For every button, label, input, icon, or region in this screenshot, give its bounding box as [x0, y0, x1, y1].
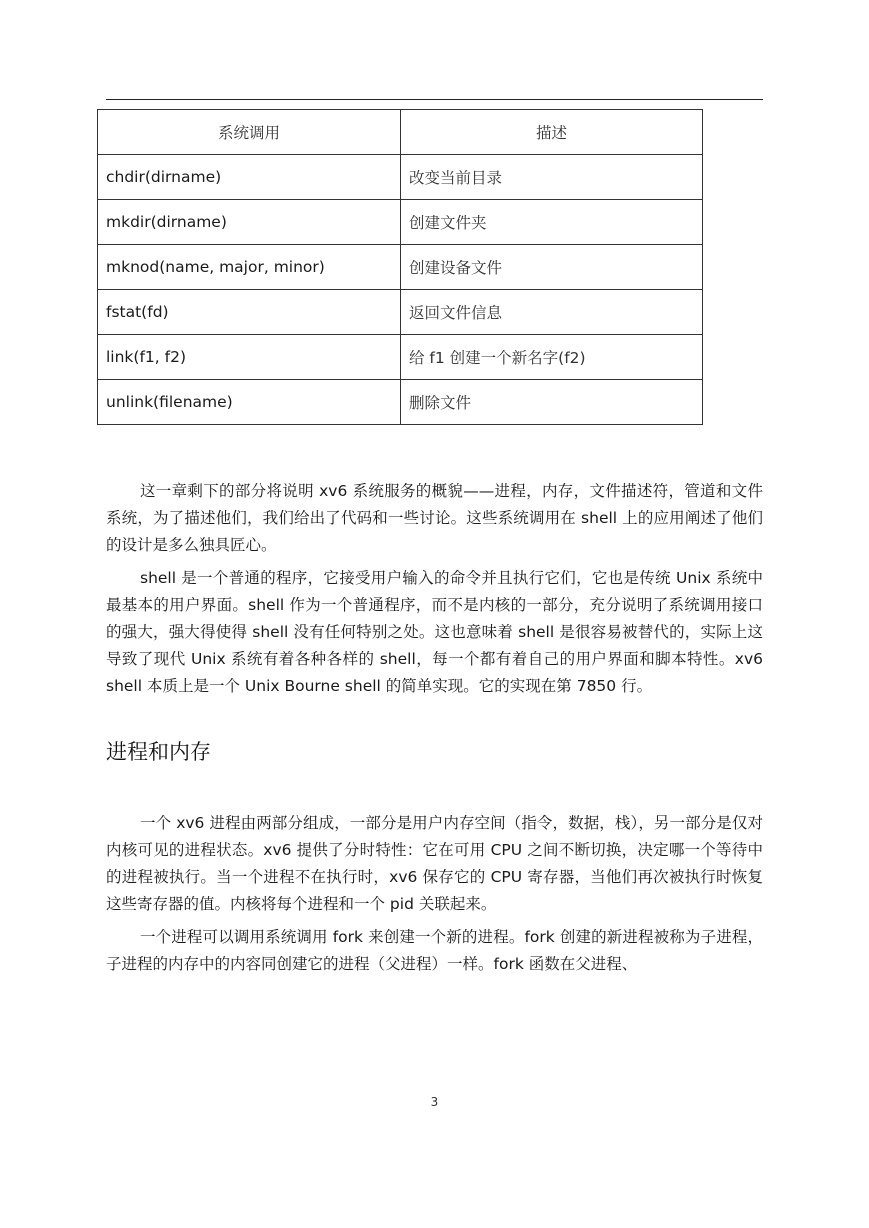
- table-row: [98, 380, 703, 425]
- paragraph-shell: shell 是一个普通的程序，它接受用户输入的命令并且执行它们，它也是传统 Unix 系统中最基本的用户界面。shell 作为一个普通程序，而不是内核的一部分，充分说明了系统调用接口的强大，强大得使得 shell 没有任何特别之处。这也意味着 shell 是很容易被替代的，实际上这导致了现代 Unix 系统有着各种各样的 shell，每一个都有着自己的用户界面和脚本特性。xv6 shell 本质上是一个 Unix Bourne shell 的简单实现。它的实现在第 7850 行。: [106, 569, 763, 695]
- table-row: [98, 155, 703, 200]
- syscall-cell: mknod(name, major, minor): [98, 245, 401, 290]
- paragraph-overview: 这一章剩下的部分将说明 xv6 系统服务的概貌——进程，内存，文件描述符，管道和文件系统，为了描述他们，我们给出了代码和一些讨论。这些系统调用在 shell 上的应用阐述了他们的设计是多么独具匠心。: [106, 482, 763, 554]
- syscall-cell: mkdir(dirname): [98, 200, 401, 245]
- table-row: [98, 290, 703, 335]
- table-header-row: [98, 110, 703, 155]
- body-content: [106, 478, 763, 984]
- table-row: [98, 200, 703, 245]
- description-cell: 创建文件夹: [401, 200, 703, 245]
- table-row: [98, 335, 703, 380]
- syscall-cell: link(f1, f2): [98, 335, 401, 380]
- description-cell: 改变当前目录: [401, 155, 703, 200]
- table-header-syscall: 系统调用: [98, 110, 401, 155]
- syscall-cell: chdir(dirname): [98, 155, 401, 200]
- description-cell: 给 f1 创建一个新名字(f2): [401, 335, 703, 380]
- syscall-cell: unlink(filename): [98, 380, 401, 425]
- paragraph-fork: 一个进程可以调用系统调用 fork 来创建一个新的进程。fork 创建的新进程被称为子进程，子进程的内存中的内容同创建它的进程（父进程）一样。fork 函数在父进程、: [106, 928, 763, 973]
- syscall-table: [97, 109, 703, 425]
- description-cell: 返回文件信息: [401, 290, 703, 335]
- paragraph-process: 一个 xv6 进程由两部分组成，一部分是用户内存空间（指令，数据，栈），另一部分是仅对内核可见的进程状态。xv6 提供了分时特性：它在可用 CPU 之间不断切换，决定哪一个等待中的进程被执行。当一个进程不在执行时，xv6 保存它的 CPU 寄存器，当他们再次被执行时恢复这些寄存器的值。内核将每个进程和一个 pid 关联起来。: [106, 814, 763, 913]
- table-header-description: 描述: [401, 110, 703, 155]
- description-cell: 删除文件: [401, 380, 703, 425]
- page-number: 3: [430, 1095, 439, 1109]
- table-row: [98, 245, 703, 290]
- header-rule: [106, 99, 763, 100]
- section-heading: 进程和内存: [106, 740, 211, 764]
- description-cell: 创建设备文件: [401, 245, 703, 290]
- syscall-cell: fstat(fd): [98, 290, 401, 335]
